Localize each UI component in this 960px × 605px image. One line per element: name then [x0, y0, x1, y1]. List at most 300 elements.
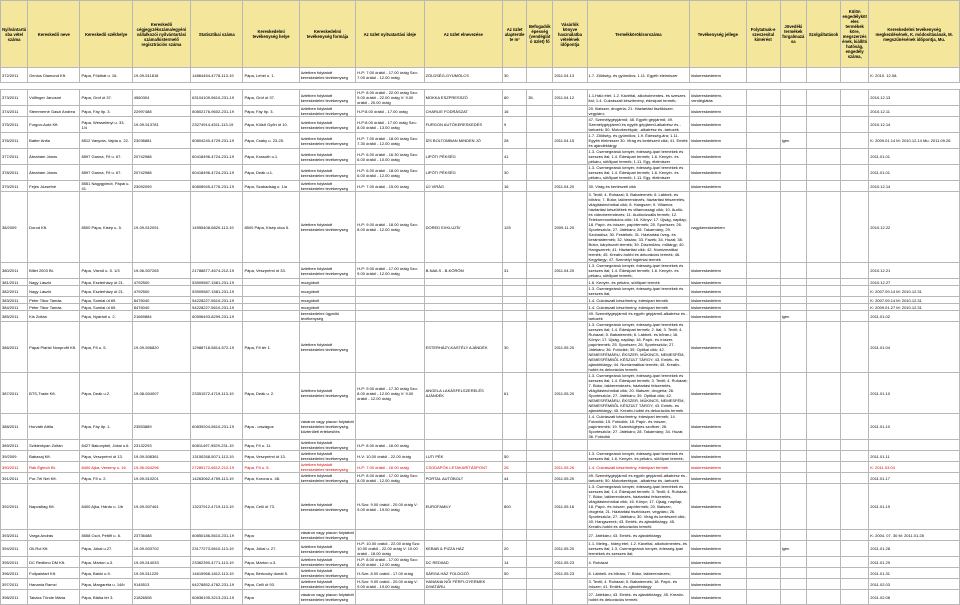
table-cell[interactable]: üzletben folytatott kereskedelmi tevékenység: [299, 579, 355, 590]
table-cell[interactable]: [424, 414, 502, 440]
table-cell[interactable]: [841, 68, 869, 83]
table-cell[interactable]: Takács Tünde Mária: [28, 590, 80, 605]
table-cell[interactable]: üzletben folytatott kereskedelmi tevékenység: [299, 557, 355, 568]
table-cell[interactable]: 2011.01.11: [869, 451, 960, 462]
table-cell[interactable]: Pápa, Márton u.3.: [243, 557, 299, 568]
table-cell[interactable]: 8476040: [132, 304, 190, 311]
table-cell[interactable]: kiskereskedelem: [690, 297, 746, 304]
table-cell[interactable]: 23351572-4719-113-19: [191, 373, 243, 414]
table-cell[interactable]: [806, 311, 840, 322]
table-cell[interactable]: 39/2009: [1, 451, 28, 462]
table-cell[interactable]: Nagy László: [28, 286, 80, 297]
table-cell[interactable]: 19-09-508361: [132, 451, 190, 462]
table-cell[interactable]: üzletben folytatott kereskedelmi tevékenység: [299, 263, 355, 279]
table-cell[interactable]: [527, 286, 553, 297]
table-cell[interactable]: [587, 440, 690, 451]
table-cell[interactable]: 2011.01.19: [869, 484, 960, 530]
table-cell[interactable]: kiskereskedelem: [690, 149, 746, 165]
table-cell[interactable]: [780, 181, 806, 192]
table-cell[interactable]: 19-06-504296: [132, 462, 190, 473]
table-cell[interactable]: 2011.01.01: [869, 165, 960, 181]
table-cell[interactable]: [746, 133, 780, 149]
table-cell[interactable]: Pápa, Csáky u. 23-25.: [243, 133, 299, 149]
table-cell[interactable]: Pápa, Nyárádi u. 2.: [80, 311, 132, 322]
table-cell[interactable]: 23036881: [132, 133, 190, 149]
table-cell[interactable]: [806, 568, 840, 579]
table-cell[interactable]: 2010.12.11: [869, 106, 960, 117]
table-cell[interactable]: kiskereskedelem: [690, 165, 746, 181]
table-cell[interactable]: [746, 181, 780, 192]
table-cell[interactable]: kiskereskedelem: [690, 263, 746, 279]
table-cell[interactable]: kiskereskedelem: [690, 181, 746, 192]
table-cell[interactable]: vásáron vagy piacon folytatott kereskedelmi tevékenység, közterületi értékesítés: [299, 414, 355, 440]
table-cell[interactable]: [806, 373, 840, 414]
table-cell[interactable]: H-P: 6.00 órától - 16.30 óráig Szo: 6.00 órától - 10.00 óráig: [356, 149, 424, 165]
table-cell[interactable]: [780, 451, 806, 462]
table-cell[interactable]: üzletben folytatott kereskedelmi tevékenység: [299, 133, 355, 149]
table-cell[interactable]: [746, 541, 780, 557]
table-cell[interactable]: [841, 541, 869, 557]
table-cell[interactable]: [841, 440, 869, 451]
table-cell[interactable]: [780, 263, 806, 279]
table-cell[interactable]: 1.1.Háló étel; 1.2. Kávéital, alkoholmentes- és szeszes ital; 1.4. Cukrászati készítmény, édesipari termék;: [587, 90, 690, 106]
column-header[interactable]: Folytatnak-e szeszesital kimérést: [746, 1, 780, 68]
table-cell[interactable]: DORED EXKLUZÍV: [424, 192, 502, 263]
empty-cell[interactable]: [299, 83, 355, 90]
table-cell[interactable]: 23132293: [132, 440, 190, 451]
table-cell[interactable]: 19-09-513781: [132, 117, 190, 133]
table-cell[interactable]: [780, 106, 806, 117]
table-cell[interactable]: [746, 106, 780, 117]
table-cell[interactable]: BTS-Trade Kft.: [28, 373, 80, 414]
table-cell[interactable]: 373/2011: [1, 90, 28, 106]
table-cell[interactable]: LIPÓTI PÉKSÉG: [424, 165, 502, 181]
table-cell[interactable]: [746, 90, 780, 106]
table-cell[interactable]: [841, 117, 869, 133]
table-cell[interactable]: [780, 68, 806, 83]
table-cell[interactable]: 60804240-4729-231-19: [191, 133, 243, 149]
table-cell[interactable]: [841, 90, 869, 106]
table-cell[interactable]: 9145513: [132, 579, 190, 590]
table-cell[interactable]: 30: [503, 322, 527, 373]
table-cell[interactable]: üzletben folytatott kereskedelmi tevékenység: [299, 117, 355, 133]
table-cell[interactable]: [841, 106, 869, 117]
table-cell[interactable]: 2011.02.03: [869, 579, 960, 590]
table-cell[interactable]: Pápa, Bérkocky donát 5.: [243, 568, 299, 579]
table-cell[interactable]: 16: [503, 181, 527, 192]
table-cell[interactable]: Pápa: [243, 530, 299, 541]
table-cell[interactable]: 8500 Pápa, Kisép utca 5.: [243, 192, 299, 263]
table-cell[interactable]: 8427 Bakonybél, Jókai u.6.: [80, 440, 132, 451]
table-cell[interactable]: 60808945-4776-231-19: [191, 181, 243, 192]
table-cell[interactable]: [841, 304, 869, 311]
table-cell[interactable]: Pápa, Gróf út 37.: [80, 90, 132, 106]
table-cell[interactable]: [503, 590, 527, 605]
table-cell[interactable]: Péter Tibor Tamás: [28, 304, 80, 311]
table-cell[interactable]: kiskereskedelem: [690, 530, 746, 541]
table-cell[interactable]: [356, 311, 424, 322]
table-cell[interactable]: mozgóbolt: [299, 279, 355, 286]
table-cell[interactable]: [746, 311, 780, 322]
table-cell[interactable]: H-P: 7.00 órától - 16.00 óráig: [356, 462, 424, 473]
table-cell[interactable]: [746, 590, 780, 605]
table-cell[interactable]: Pápa - országos: [243, 414, 299, 440]
table-cell[interactable]: [243, 304, 299, 311]
table-cell[interactable]: Sziklenkyan Zoltán: [28, 440, 80, 451]
empty-cell[interactable]: [132, 83, 190, 90]
table-cell[interactable]: 60418496-4724-231-19: [191, 165, 243, 181]
table-cell[interactable]: [806, 165, 840, 181]
table-cell[interactable]: [806, 440, 840, 451]
table-cell[interactable]: 2010.12.13: [869, 90, 960, 106]
table-cell[interactable]: 2011.01.17: [869, 473, 960, 484]
table-cell[interactable]: Pápa, Wesselényi u. 33. 1/4: [80, 117, 132, 133]
table-cell[interactable]: 1.7. Zöldség- és gyümölcs; 1.9. Édesség-ára; 1.11. Egyéb élelmiszer 30. Virág és kertészeti cikk; 41. Emlék és ajándéktárgy: [587, 133, 690, 149]
column-header[interactable]: Statisztikai száma: [191, 1, 243, 68]
table-cell[interactable]: K: 2009.01.27 M: 2010.12.31: [869, 304, 960, 311]
table-cell[interactable]: 8597 Ganna, Fő u. 67.: [80, 149, 132, 165]
table-cell[interactable]: 23274914-4511-113-19: [191, 117, 243, 133]
column-header[interactable]: Szolgáltatások: [806, 1, 840, 68]
table-cell[interactable]: 392/2011: [1, 484, 28, 530]
table-cell[interactable]: Pápa, Lehel u. 1.: [243, 68, 299, 83]
empty-cell[interactable]: [553, 83, 587, 90]
table-cell[interactable]: 390/2011: [1, 462, 28, 473]
table-cell[interactable]: 8476040: [132, 297, 190, 304]
table-cell[interactable]: 14955408-6820-113-19: [191, 192, 243, 263]
table-cell[interactable]: EUROFAMILY: [424, 484, 502, 530]
table-cell[interactable]: H-Sze: 8.00 órától - 17.00 óráig: [356, 568, 424, 579]
table-cell[interactable]: kiskereskedelem: [690, 279, 746, 286]
table-cell[interactable]: [746, 579, 780, 590]
empty-cell[interactable]: [806, 83, 840, 90]
table-cell[interactable]: 41: [503, 149, 527, 165]
table-cell[interactable]: [356, 322, 424, 373]
empty-cell[interactable]: [690, 83, 746, 90]
table-cell[interactable]: 2011.05.23: [553, 557, 587, 568]
table-cell[interactable]: [503, 279, 527, 286]
table-cell[interactable]: 2011.05.20: [553, 322, 587, 373]
table-cell[interactable]: [806, 133, 840, 149]
table-cell[interactable]: [527, 181, 553, 192]
table-cell[interactable]: ESTERHÁZY-KASTÉLY AJÁNDÉK: [424, 322, 502, 373]
table-cell[interactable]: 1.4. Cukrászati készítmény, édesipari termék: [587, 297, 690, 304]
table-cell[interactable]: 372/2011: [1, 68, 28, 83]
table-cell[interactable]: [527, 117, 553, 133]
table-cell[interactable]: [806, 579, 840, 590]
table-cell[interactable]: [841, 165, 869, 181]
table-cell[interactable]: 2011.05.23: [553, 568, 587, 579]
table-cell[interactable]: kiskereskedelem: [690, 286, 746, 297]
table-cell[interactable]: Furgon-Autó Kft.: [28, 117, 80, 133]
empty-cell[interactable]: [191, 83, 243, 90]
table-cell[interactable]: 2010.12.14: [869, 117, 960, 133]
table-cell[interactable]: 80: [503, 90, 527, 106]
table-cell[interactable]: Pápa, Gróf út 37.: [243, 90, 299, 106]
table-cell[interactable]: Babaxaj Kft.: [28, 451, 80, 462]
table-cell[interactable]: 2011.01.10: [869, 414, 960, 440]
table-cell[interactable]: kiskereskedelem: [690, 133, 746, 149]
table-cell[interactable]: K: 2011.03.04: [869, 462, 960, 473]
table-cell[interactable]: [841, 451, 869, 462]
table-cell[interactable]: 394/2011: [1, 541, 28, 557]
table-cell[interactable]: 1.3. Csemegeáruk kenyér, édesség-ipari termékek és szeszes ital;: [587, 286, 690, 297]
table-cell[interactable]: ZÖLDSÉG-GYÜMÖLCS: [424, 68, 502, 83]
table-cell[interactable]: 60836195-3213-231-19: [191, 590, 243, 605]
table-cell[interactable]: [503, 311, 527, 322]
table-cell[interactable]: üzletben folytatott kereskedelmi tevékenység: [299, 440, 355, 451]
table-cell[interactable]: 27. Játékáru; 43. Emlék- és ajándéktárgy: [587, 530, 690, 541]
table-cell[interactable]: [527, 541, 553, 557]
table-cell[interactable]: 12988718-5814-572-19: [191, 322, 243, 373]
table-cell[interactable]: [553, 165, 587, 181]
table-cell[interactable]: 2011.01.01: [869, 149, 960, 165]
table-cell[interactable]: [527, 133, 553, 149]
empty-cell[interactable]: [780, 83, 806, 90]
table-cell[interactable]: [746, 117, 780, 133]
table-cell[interactable]: [527, 414, 553, 440]
table-cell[interactable]: [527, 279, 553, 286]
table-cell[interactable]: Batter Anita: [28, 133, 80, 149]
table-cell[interactable]: vásáron vagy piacon folytatott kereskedelmi tevékenység: [300, 530, 354, 540]
table-cell[interactable]: 21826508: [132, 590, 190, 605]
table-cell[interactable]: 1.3. Csemegeáruk kenyér, édesség-ipari termékek és szeszes ital; 1.4. Édesipari termék; 1.6. Kenyér- és pékáru, sütőipari termék;: [587, 263, 690, 279]
table-cell[interactable]: 23362390-4771-113-19: [191, 557, 243, 568]
table-cell[interactable]: 19-09-506820: [132, 322, 190, 373]
table-cell[interactable]: [553, 106, 587, 117]
table-cell[interactable]: 800: [503, 484, 527, 530]
table-cell[interactable]: [243, 297, 299, 304]
table-cell[interactable]: 2011.02.08: [869, 590, 960, 605]
table-cell[interactable]: 385/2011: [1, 311, 28, 322]
table-cell[interactable]: 379/2011: [1, 181, 28, 192]
empty-cell[interactable]: [527, 83, 553, 90]
table-cell[interactable]: 60596493-8299-231-19: [191, 311, 243, 322]
table-cell[interactable]: Pápa, Fáy ltp. 3.: [243, 106, 299, 117]
table-cell[interactable]: K: 2007.09.14 M: 2010.12.31: [869, 297, 960, 304]
table-cell[interactable]: 8400 Ajka, Hárdu u. 1/b: [80, 484, 132, 530]
table-cell[interactable]: 2011.04.12: [553, 90, 587, 106]
table-cell[interactable]: Pápa, Veszprémi út 33.: [243, 263, 299, 279]
table-cell[interactable]: [746, 530, 780, 541]
column-header[interactable]: Tevékenység jellege: [690, 1, 746, 68]
table-cell[interactable]: kiskereskedelem: [690, 68, 746, 83]
table-cell[interactable]: Péter Tibor Tamás: [28, 297, 80, 304]
table-cell[interactable]: 1.1. Meleg-, hideg étel; 1.2. Kávéital, alkoholmentes- és szeszes ital; 1.3. Csemegeáruk kenyér, édesség-ipari termékek és szeszes ital;: [587, 541, 690, 557]
table-cell[interactable]: 22997488: [132, 106, 190, 117]
table-cell[interactable]: kiskereskedelem: [690, 322, 746, 373]
table-cell[interactable]: kiskereskedelem: [690, 373, 746, 414]
table-cell[interactable]: [806, 279, 840, 286]
table-cell[interactable]: üzletben folytatott kereskedelmi tevékenység: [299, 165, 355, 181]
table-cell[interactable]: [780, 440, 806, 451]
table-cell[interactable]: K: 2007.09.14 M: 2010.12.31: [869, 286, 960, 297]
table-cell[interactable]: [841, 530, 869, 541]
table-cell[interactable]: [503, 579, 527, 590]
table-cell[interactable]: [806, 557, 840, 568]
table-cell[interactable]: 2010.12.21: [869, 263, 960, 279]
table-cell[interactable]: H-P: 9.00 órától - 17.00 óráig Szo: 9.00 órától - 12.00 óráig: [356, 263, 424, 279]
table-cell[interactable]: 30: [503, 165, 527, 181]
table-cell[interactable]: [841, 279, 869, 286]
table-cell[interactable]: [841, 263, 869, 279]
table-cell[interactable]: 378/2011: [1, 165, 28, 181]
table-cell[interactable]: Pápa, Külső Győri út 10.: [243, 117, 299, 133]
table-cell[interactable]: 38/2009: [1, 192, 28, 263]
table-cell[interactable]: Fejes Józsefné: [28, 181, 80, 192]
table-cell[interactable]: 2011.05.20: [553, 541, 587, 557]
table-cell[interactable]: Pápa, Veszprémi út 13.: [243, 451, 299, 462]
table-cell[interactable]: mozgóbolt: [299, 304, 355, 311]
table-cell[interactable]: 8558 Csót, Petőfi u. 6.: [80, 530, 132, 541]
table-cell[interactable]: 389/2011: [1, 440, 28, 451]
table-cell[interactable]: Genius Diamond Kft.: [28, 68, 80, 83]
table-cell[interactable]: üzletben folytatott kereskedelmi tevékenység: [299, 484, 355, 530]
table-cell[interactable]: 14: [503, 557, 527, 568]
table-cell[interactable]: [841, 462, 869, 473]
table-cell[interactable]: [806, 590, 840, 605]
table-cell[interactable]: K: 2009.01.14 M: 2010.12.14 Mu: 2011.09.26: [869, 133, 960, 149]
table-cell[interactable]: üzletben folytatott kereskedelmi tevékenység: [299, 462, 355, 473]
table-cell[interactable]: 20742988: [132, 165, 190, 181]
table-cell[interactable]: [806, 473, 840, 484]
table-cell[interactable]: kiskereskedelem: [690, 304, 746, 311]
table-cell[interactable]: [527, 473, 553, 484]
table-cell[interactable]: H-V: 10.00 órától - 22.00 óráig: [356, 451, 424, 462]
table-cell[interactable]: Pápa, Margaréta u. 14/b: [80, 579, 132, 590]
table-cell[interactable]: 8400 Ajka, Verseny u. 16: [80, 462, 132, 473]
table-cell[interactable]: H-P: 7.00 órától - 15.00 óráig: [356, 181, 424, 192]
table-cell[interactable]: 1.4. Cukrászati készítmény, édesipari termék; 14. Fotócikk; 15. Fotócikk; 18. Papír- és írószer, papírtermék; 19. Számítógépes szoftver; 26. Sporteszköz; 27. Játékáru; 28. Takarmány; 34. Huzal; 36. Fotócikk: [587, 414, 690, 440]
table-cell[interactable]: Ábrahám János: [28, 165, 80, 181]
column-header[interactable]: Az üzlet alapterülete m²: [503, 1, 527, 68]
empty-cell[interactable]: [503, 83, 527, 90]
table-cell[interactable]: 8500 Pápa, Kisép u. 5.: [80, 192, 132, 263]
table-cell[interactable]: üzletben folytatott kereskedelmi tevékenység: [299, 68, 355, 83]
table-cell[interactable]: DC Rediimo DM Kft.: [28, 557, 80, 568]
table-cell[interactable]: 30: [503, 68, 527, 83]
table-cell[interactable]: K: 2004. 07. 30 M: 2011.01.28: [869, 530, 960, 541]
table-cell[interactable]: 2011.05.26: [553, 462, 587, 473]
table-cell[interactable]: 14615968-1812-113-19: [191, 568, 243, 579]
table-cell[interactable]: [841, 297, 869, 304]
table-cell[interactable]: [746, 192, 780, 263]
table-cell[interactable]: [553, 579, 587, 590]
table-cell[interactable]: 20742988: [132, 149, 190, 165]
table-cell[interactable]: igen: [780, 133, 806, 149]
table-cell[interactable]: 60850186-5610-231-19: [191, 530, 243, 541]
table-cell[interactable]: 27289172-6612-212-19: [191, 462, 243, 473]
table-cell[interactable]: 4560304: [132, 90, 190, 106]
table-cell[interactable]: 28: [503, 133, 527, 149]
table-cell[interactable]: Kis Zoltán: [28, 311, 80, 322]
table-cell[interactable]: [780, 149, 806, 165]
table-cell[interactable]: 1.3. Csemegeáruk kenyér, édesség-ipari termékek és szeszes ital; 1.6. Kenyér- és pékáru, sütőipari termék;: [587, 451, 690, 462]
table-cell[interactable]: [553, 311, 587, 322]
table-cell[interactable]: [527, 568, 553, 579]
table-cell[interactable]: 61: [503, 373, 527, 414]
table-cell[interactable]: [780, 279, 806, 286]
column-header[interactable]: Az üzlet nyitvatartási ideje: [356, 1, 424, 68]
table-cell[interactable]: H-P: 8.00 órától - 17.00 óráig Szo: 8.00 órától - 12.00 óráig: [356, 473, 424, 484]
table-cell[interactable]: [243, 286, 299, 297]
table-cell[interactable]: [527, 311, 553, 322]
table-cell[interactable]: [527, 440, 553, 451]
table-cell[interactable]: 60839204-5610-231-19: [191, 414, 243, 440]
table-cell[interactable]: Fullpaintart Kft.: [28, 568, 80, 579]
table-cell[interactable]: üzletben folytatott kereskedelmi tevékenység: [299, 451, 355, 462]
table-cell[interactable]: 8551 Nagygyimót, Pápai u. 41.: [80, 181, 132, 192]
table-cell[interactable]: 64278852-4782-231-19: [191, 579, 243, 590]
table-cell[interactable]: ÚJ VIRÁG: [424, 181, 502, 192]
column-header[interactable]: Nyilvántartásba vétel száma: [1, 1, 28, 68]
table-cell[interactable]: kiskereskedelem: [690, 579, 746, 590]
table-cell[interactable]: HANANIA NŐI FÉRFI-GYERMEK DIVATÁRU: [424, 579, 502, 590]
table-cell[interactable]: [746, 322, 780, 373]
table-cell[interactable]: [553, 590, 587, 605]
table-cell[interactable]: [780, 530, 806, 541]
table-cell[interactable]: [527, 68, 553, 83]
table-cell[interactable]: LUTI PÉK: [424, 451, 502, 462]
table-cell[interactable]: [841, 192, 869, 263]
table-cell[interactable]: kiskereskedelem: [690, 311, 746, 322]
table-cell[interactable]: 2011.04.13: [553, 68, 587, 83]
table-cell[interactable]: [780, 484, 806, 530]
table-cell[interactable]: MOKKA ESZPRESSZÓ: [424, 90, 502, 106]
table-cell[interactable]: 60802176-9602-231-19: [191, 106, 243, 117]
empty-cell[interactable]: [243, 83, 299, 90]
table-cell[interactable]: SÁRGA HÁZ FOLDOZÓ: [424, 568, 502, 579]
table-cell[interactable]: Pápa, Fő tér 1.: [243, 322, 299, 373]
table-cell[interactable]: FURGON AUTÓKERESKEDÉS: [424, 117, 502, 133]
empty-cell[interactable]: [746, 83, 780, 90]
table-cell[interactable]: [806, 117, 840, 133]
table-cell[interactable]: Vólfinger Jánosné: [28, 90, 80, 106]
table-cell[interactable]: 2009.11.20: [553, 192, 587, 263]
table-cell[interactable]: 23736488: [132, 530, 190, 541]
table-cell[interactable]: [746, 557, 780, 568]
table-cell[interactable]: Varga András: [28, 530, 80, 541]
table-cell[interactable]: 2010.12.14: [869, 181, 960, 192]
table-cell[interactable]: [553, 117, 587, 133]
table-cell[interactable]: 19-06-507265: [132, 263, 190, 279]
table-cell[interactable]: [841, 311, 869, 322]
table-cell[interactable]: 376/2011: [1, 133, 28, 149]
table-cell[interactable]: 27. Játékáru; 43. Emlék- és ajándéktárgy; 45. Kreatív-hobbi és dekorációs termék: [587, 590, 690, 605]
table-cell[interactable]: [553, 149, 587, 165]
table-cell[interactable]: Pápa, Fáy ltp. 3.: [80, 106, 132, 117]
table-cell[interactable]: 3. Textil; 4. Ruházat; 5. Babatermék; 18. Papír- és írószer; 41. Emlék- és ajándéktárgy: [587, 579, 690, 590]
table-cell[interactable]: [841, 286, 869, 297]
table-cell[interactable]: 35.: [527, 90, 553, 106]
table-cell[interactable]: Pápa, Földhát u. 16.: [80, 68, 132, 83]
table-cell[interactable]: H-P: 8.00 órától - 17.00 óráig Szo: 8.00 órától - 12.00 óráig: [356, 557, 424, 568]
table-cell[interactable]: [424, 440, 502, 451]
table-cell[interactable]: [806, 414, 840, 440]
table-cell[interactable]: [806, 304, 840, 311]
table-cell[interactable]: [780, 373, 806, 414]
table-cell[interactable]: [841, 373, 869, 414]
table-cell[interactable]: kiskereskedelem: [690, 557, 746, 568]
table-cell[interactable]: üzletben folytatott kereskedelmi tevékenység: [299, 192, 355, 263]
table-cell[interactable]: [503, 440, 527, 451]
column-header[interactable]: Kereskedő neve: [28, 1, 80, 68]
table-cell[interactable]: 391/2011: [1, 473, 28, 484]
table-cell[interactable]: [527, 484, 553, 530]
table-cell[interactable]: 1.3. Csemegeáruk kenyér, édesség-ipari termékek és szeszes ital; 1.4. Édesipari termék; 3. Textil; 4. Ruházat; 7. Bútor, lakberendezés, háztartási felszerelés, világítástechnikai cikk; 20. Illatszer, drogéria; 26. Sporteszköz; 27. Játékáru; 39. Optikai cikk; 42. NEMESFÉMÁRU, ÉKSZER, MŰKINCS, NEMESFÉM, NEMESFÉMBŐL KÉSZÜLT TÁRGY; 43. Emlék- és ajándéktárgy; 45. Kreatív-hobbi és dekorációs termék: [587, 373, 690, 414]
table-cell[interactable]: Pápa, Márton u.3.: [80, 557, 132, 568]
column-header[interactable]: Termékkörök/sorszáma: [587, 1, 690, 68]
